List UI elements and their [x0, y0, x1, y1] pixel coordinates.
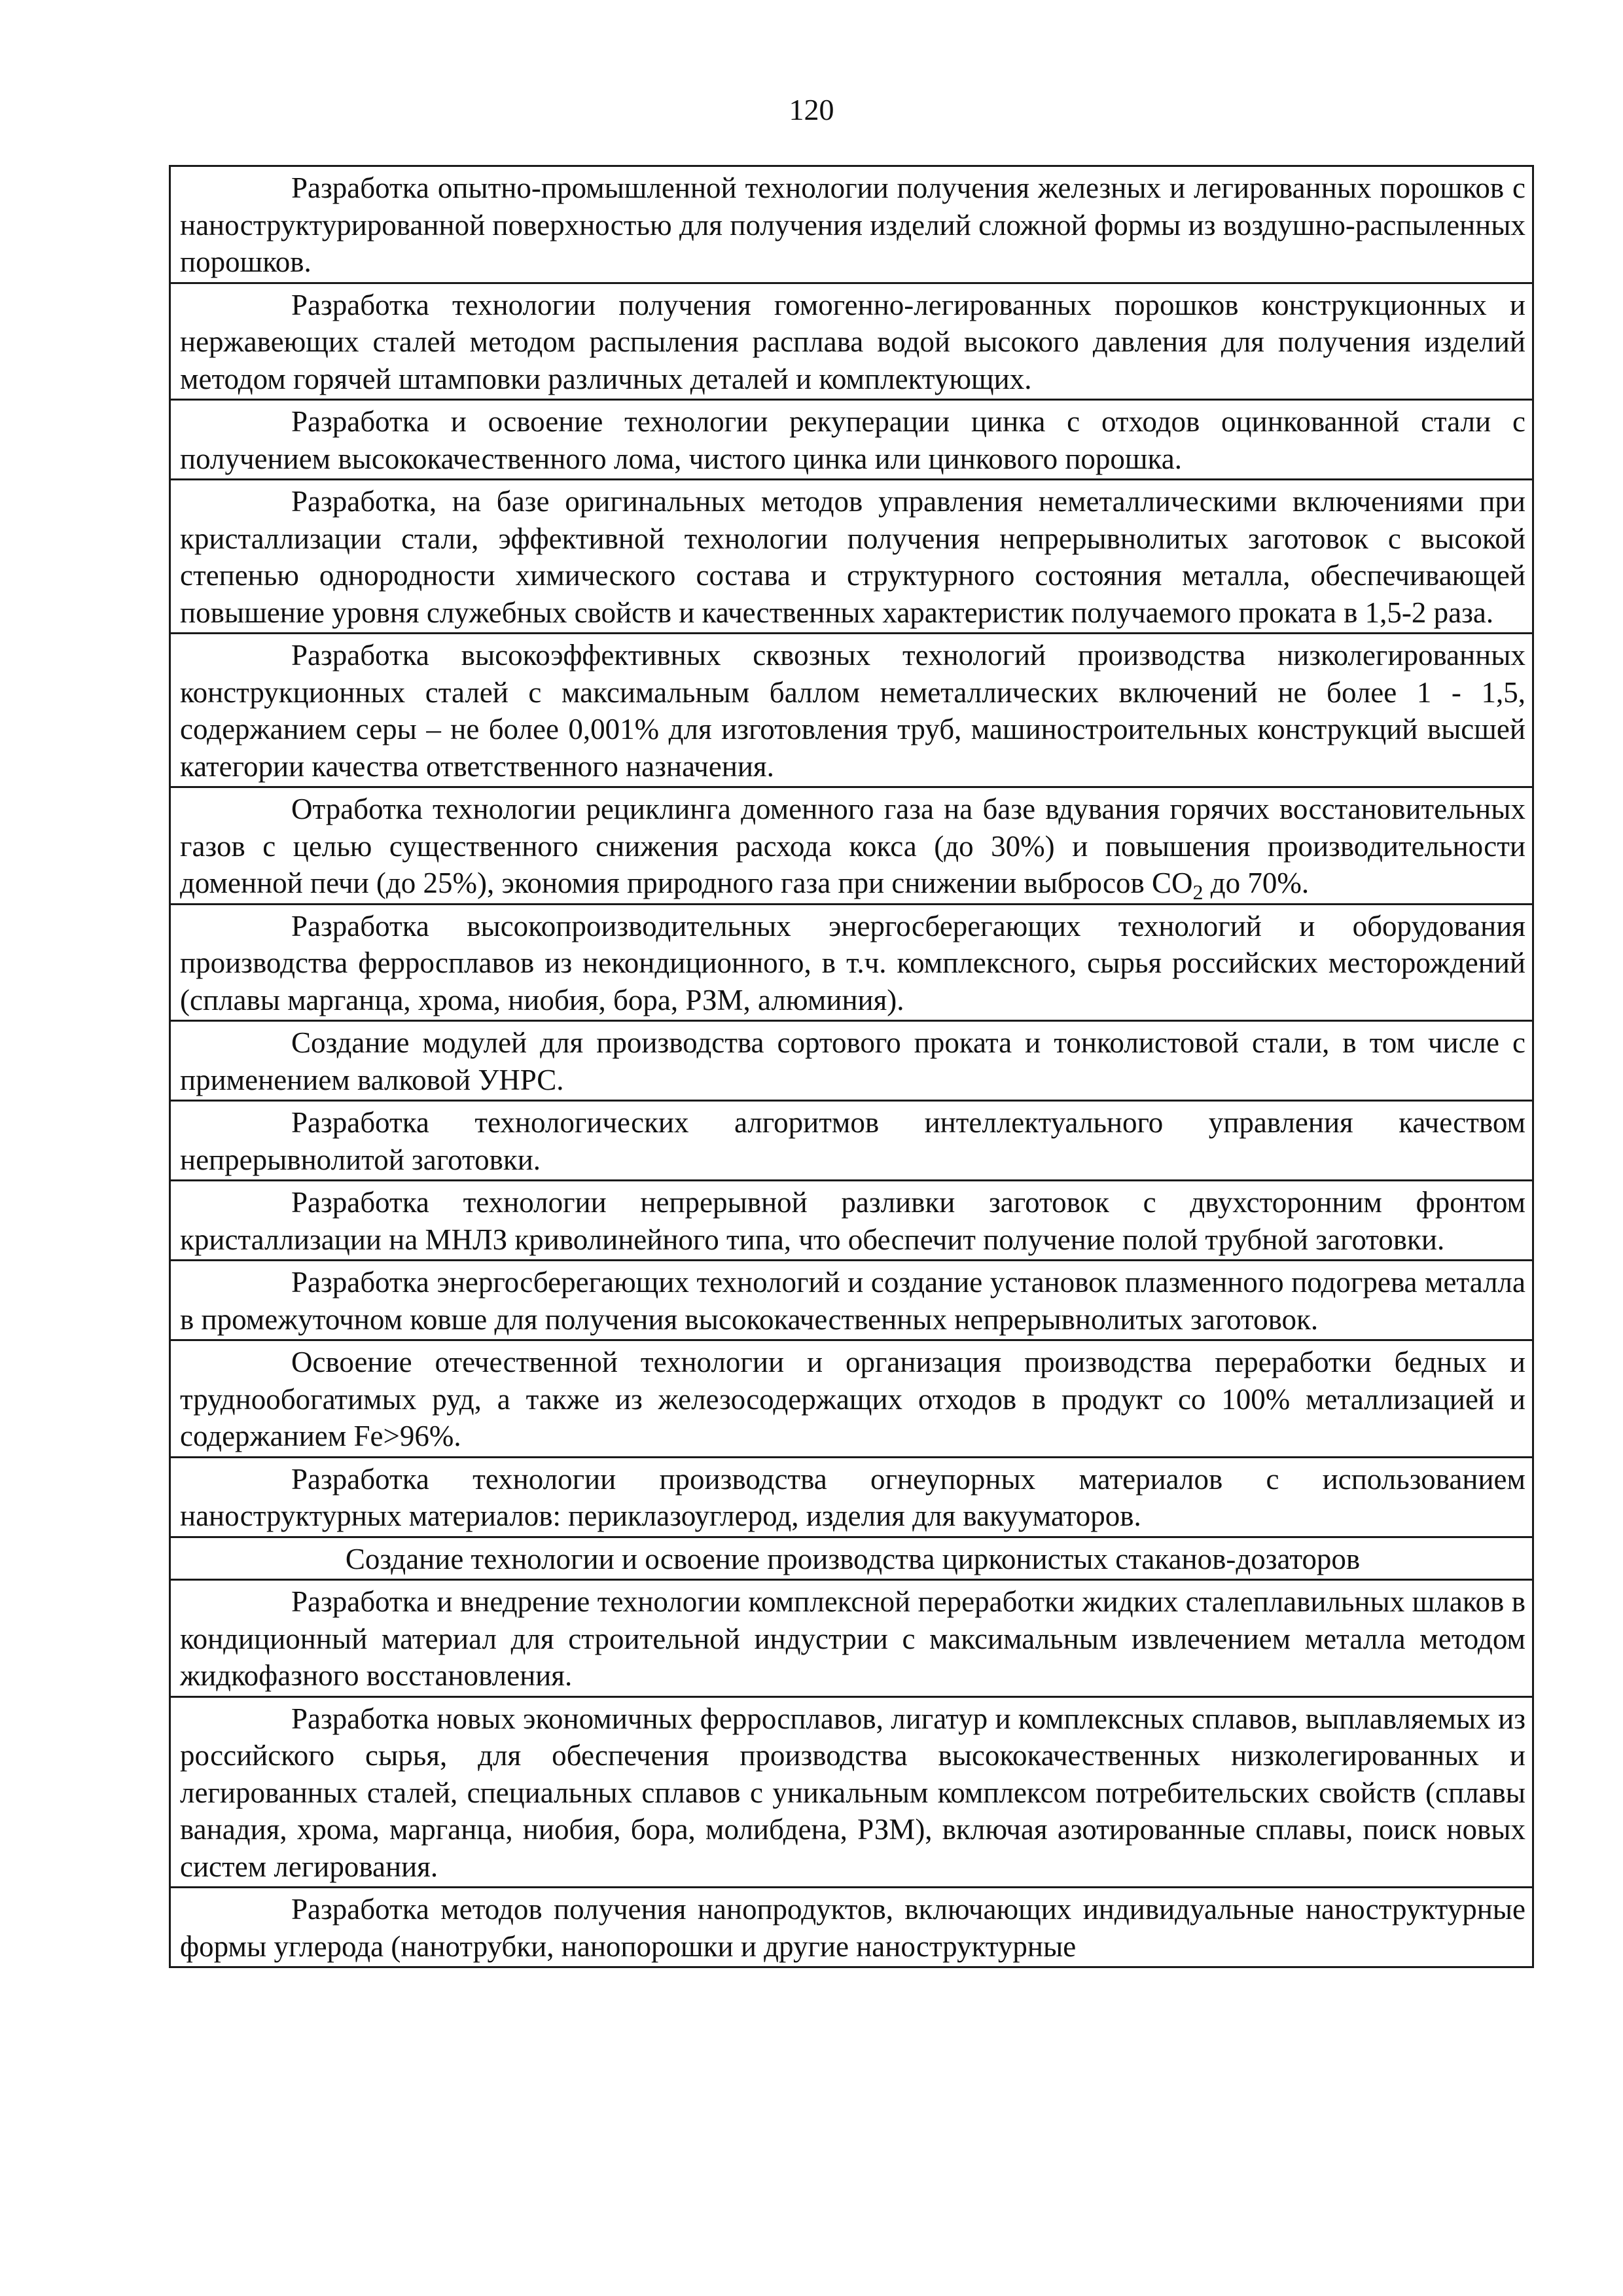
table-row	[171, 1100, 1532, 1179]
table-row	[171, 399, 1532, 478]
table-row	[171, 1020, 1532, 1100]
table-row	[171, 903, 1532, 1020]
table-row	[171, 1179, 1532, 1259]
table-row	[171, 1696, 1532, 1887]
row-text-tail: до 70%.	[1203, 867, 1310, 899]
table-row	[171, 1456, 1532, 1536]
row-subscript: 2	[1192, 880, 1204, 904]
page-number: 120	[789, 93, 834, 126]
row-text: Разработка технологических алгоритмов интеллектуального управления качеством непрерывнолитой заготовки.	[180, 1106, 1525, 1176]
table-row	[171, 282, 1532, 399]
table-row	[171, 1339, 1532, 1456]
row-text: Разработка методов получения нанопродуктов, включающих индивидуальные наноструктурные формы углерода (нанотрубки, нанопорошки и другие наноструктурные	[180, 1893, 1525, 1963]
table-row	[171, 1579, 1532, 1696]
row-text: Разработка новых экономичных ферросплавов, лигатур и комплексных сплавов, выплавляемых из российского сырья, для обеспечения производства высококачественных низколегированных и легированных сталей, специальных сплавов с уникальным комплексом потребительских свойств (сплавы ванадия, хрома, марганца, ниобия, бора, молибдена, РЗМ), включая азотированные сплавы, поиск новых систем легирования.	[180, 1702, 1525, 1883]
row-text: Создание модулей для производства сортового проката и тонколистовой стали, в том числе с применением валковой УНРС.	[180, 1026, 1525, 1096]
row-text: Разработка высокоэффективных сквозных технологий производства низколегированных конструкционных сталей с максимальным баллом неметаллических включений не более 1 - 1,5, содержанием серы – не более 0,001% для изготовления труб, машиностроительных конструкций высшей категории качества ответственного назначения.	[180, 639, 1525, 783]
row-text: Освоение отечественной технологии и организация производства переработки бедных и труднообогатимых руд, а также из железосодержащих отходов в продукт со 100% металлизацией и содержанием Fe>96%.	[180, 1346, 1525, 1452]
row-text: Разработка технологии производства огнеупорных материалов с использованием наноструктурных материалов: периклазоуглерод, изделия для вакууматоров.	[180, 1462, 1525, 1532]
row-text: Разработка высокопроизводительных энергосберегающих технологий и оборудования производства ферросплавов из некондиционного, в т.ч. комплексного, сырья российских месторождений (сплавы марганца, хрома, ниобия, бора, РЗМ, алюминия).	[180, 909, 1525, 1016]
row-text: Отработка технологии рециклинга доменного газа на базе вдувания горячих восстановительных газов с целью существенного снижения расхода кокса (до 30%) и повышения производительности доменной печи (до 25%), экономия природного газа при снижении выбросов CO	[180, 793, 1525, 899]
table-row	[171, 632, 1532, 786]
row-text: Разработка энергосберегающих технологий и создание установок плазменного подогрева металла в промежуточном ковше для получения высококачественных непрерывнолитых заготовок.	[180, 1266, 1525, 1336]
row-text: Разработка опытно-промышленной технологии получения железных и легированных порошков с наноструктурированной поверхностью для получения изделий сложной формы из воздушно-распыленных порошков.	[180, 171, 1525, 278]
table-row	[171, 1259, 1532, 1339]
row-text: Разработка технологии получения гомогенно-легированных порошков конструкционных и нержавеющих сталей методом распыления расплава водой высокого давления для получения изделий методом горячей штамповки различных деталей и комплектующих.	[180, 288, 1525, 395]
table-row	[171, 1536, 1532, 1579]
table-row	[171, 167, 1532, 282]
row-text: Разработка, на базе оригинальных методов управления неметаллическими включениями при кристаллизации стали, эффективной технологии получения непрерывнолитых заготовок с высокой степенью однородности химического состава и структурного состояния металла, обеспечивающей повышение уровня служебных свойств и качественных характеристик получаемого проката в 1,5-2 раза.	[180, 485, 1525, 629]
technology-list-table	[169, 165, 1534, 1968]
row-text: Разработка и освоение технологии рекуперации цинка с отходов оцинкованной стали с получением высококачественного лома, чистого цинка или цинкового порошка.	[180, 405, 1525, 475]
row-text: Разработка технологии непрерывной разливки заготовок с двухсторонним фронтом кристаллизации на МНЛЗ криволинейного типа, что обеспечит получение полой трубной заготовки.	[180, 1186, 1525, 1256]
row-text: Разработка и внедрение технологии комплексной переработки жидких сталеплавильных шлаков в кондиционный материал для строительной индустрии с максимальным извлечением металла методом жидкофазного восстановления.	[180, 1585, 1525, 1692]
table-row	[171, 786, 1532, 903]
table-row	[171, 478, 1532, 632]
row-text: Создание технологии и освоение производства цирконистых стаканов-дозаторов	[345, 1542, 1361, 1575]
table-row	[171, 1886, 1532, 1966]
